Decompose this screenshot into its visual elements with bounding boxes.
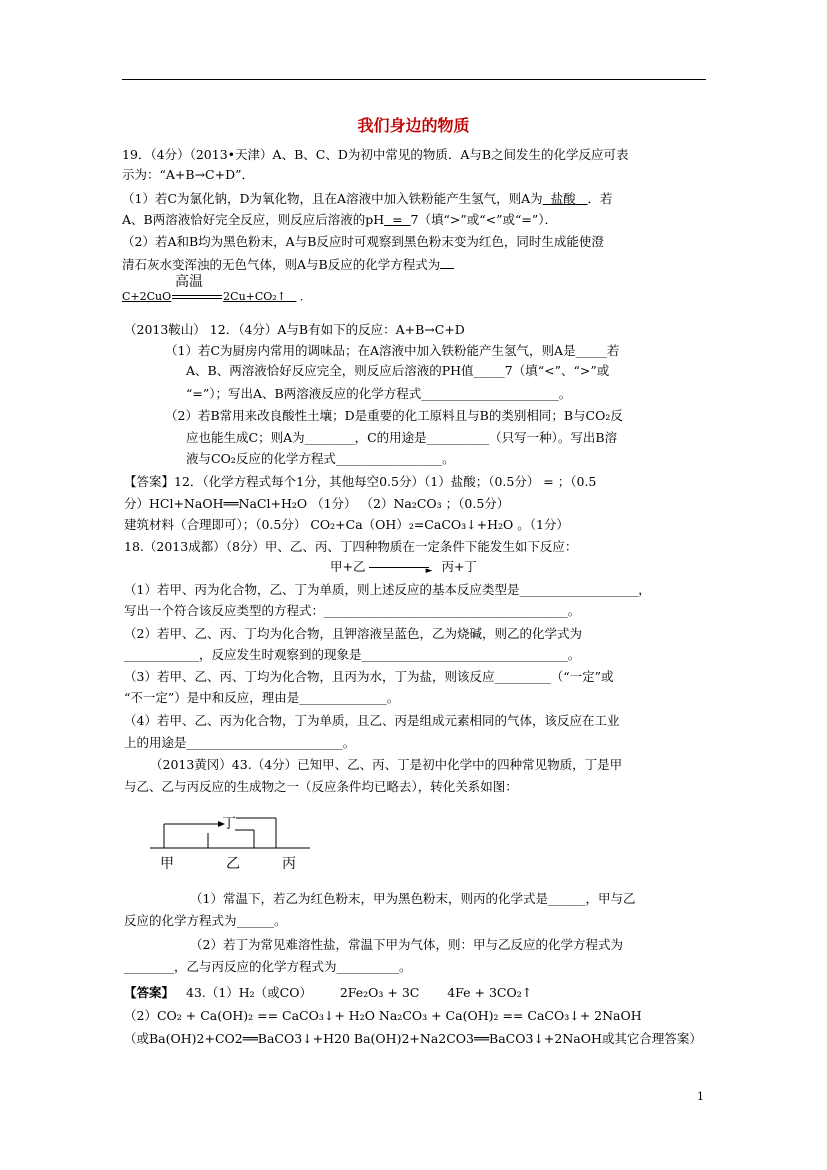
q18-line4: （2）若甲、乙、丙、丁均为化合物，且钾溶液呈蓝色，乙为烧碱，则乙的化学式为 bbox=[124, 626, 582, 641]
q18-line3: 写出一个符合该反应类型的方程式：_______________________________________。 bbox=[124, 603, 581, 618]
q19-eq-right: 2Cu+CO₂↑ bbox=[223, 290, 286, 303]
q18-line9: 上的用途是_________________________。 bbox=[124, 735, 356, 750]
q18-line8: （4）若甲、乙、丙为化合物，丁为单质，且乙、丙是组成元素相同的气体，该反应在工业 bbox=[124, 713, 620, 728]
node-jia: 甲 bbox=[160, 857, 174, 872]
hg-answer-c: 4Fe + 3CO₂↑ bbox=[447, 985, 533, 1000]
anshan-line5: （2）若B常用来改良酸性土壤；D是重要的化工原料且与B的类别相同；B与CO₂反 bbox=[165, 408, 623, 423]
q18-line1: 18.（2013成都）（8分）甲、乙、丙、丁四种物质在一定条件下能发生如下反应： bbox=[124, 539, 578, 554]
q19-line1: 19．（4分）（2013•天津）A、B、C、D为初中常见的物质．A与B之间发生的化学反应可表 bbox=[122, 147, 629, 162]
anshan-answer-line1: 【答案】12．（化学方程式每个1分，其他每空0.5分）（1）盐酸；（0.5分） = ；（0.5 bbox=[124, 474, 597, 489]
q18-eq-right: 丙+丁 bbox=[441, 559, 477, 574]
q18-line7: “不一定”）是中和反应，理由是______________。 bbox=[124, 690, 400, 705]
q19-line6 bbox=[122, 256, 454, 273]
hg-answer-line3: （或Ba(OH)2+CO2══BaCO3↓+H20 Ba(OH)2+Na2CO3══BaCO3↓+2NaOH或其它合理答案） bbox=[124, 1031, 702, 1046]
q19-answer-a: 盐酸 bbox=[550, 191, 576, 206]
anshan-line3: A、B、两溶液恰好反应完全，则反应后溶液的PH值_____7（填“<”、“>”或 bbox=[186, 363, 610, 378]
q18-line5: ____________，反应发生时观察到的现象是_________________________________。 bbox=[124, 647, 581, 662]
node-yi: 乙 bbox=[226, 857, 240, 872]
q19-reaction-condition: 高温 bbox=[175, 274, 203, 290]
node-bing: 丙 bbox=[282, 857, 296, 872]
q19-line4 bbox=[122, 212, 557, 228]
q18-arrow: ► bbox=[369, 567, 429, 568]
anshan-line4: “=”）；写出A、B两溶液反应的化学方程式______________________。 bbox=[186, 386, 572, 401]
q19-eq-sign bbox=[172, 295, 222, 299]
q18-eq-left: 甲+乙 bbox=[330, 559, 366, 574]
q19-ph-answer: = bbox=[392, 212, 403, 227]
q19-part1-text: （1）若C为氯化钠，D为氧化物，且在A溶液中加入铁粉能产生氢气，则A为 bbox=[122, 191, 543, 206]
q19-line3 bbox=[122, 191, 613, 207]
q19-part1-end: ．若 bbox=[587, 191, 613, 206]
anshan-answer-line2: 分）HCl+NaOH══NaCl+H₂O （1分） （2）Na₂CO₃ ；（0.5分） bbox=[124, 496, 510, 511]
header-rule bbox=[122, 79, 706, 80]
q18-line2: （1）若甲、丙为化合物，乙、丁为单质，则上述反应的基本反应类型是___________________， bbox=[124, 582, 651, 597]
page-title: 我们身边的物质 bbox=[357, 116, 470, 135]
transformation-diagram bbox=[150, 808, 310, 874]
q19-eq-left: C+2CuO bbox=[122, 290, 172, 303]
q18-line6: （3）若甲、乙、丙、丁均为化合物，且丙为水，丁为盐，则该反应_________（“一定”或 bbox=[124, 669, 614, 684]
anshan-line6: 应也能生成C；则A为________，C的用途是__________（只写一种）。写出B溶 bbox=[186, 430, 618, 445]
anshan-line1: （2013鞍山） 12．（4分）A与B有如下的反应：A+B→C+D bbox=[124, 322, 465, 337]
anshan-line7: 液与CO₂反应的化学方程式_________________。 bbox=[186, 451, 455, 466]
hg-line2: 与乙、乙与丙反应的生成物之一（反应条件均已略去），转化关系如图： bbox=[124, 779, 518, 794]
node-ding: 丁 bbox=[222, 817, 236, 832]
q19-part2-text: 清石灰水变浑浊的无色气体，则A与B反应的化学方程式为 bbox=[122, 257, 441, 272]
q19-ph-end: 7（填“>”或“<”或“=”）． bbox=[410, 212, 557, 227]
hg-answer-label: 【答案】 bbox=[124, 985, 175, 1000]
q19-blank bbox=[440, 256, 454, 269]
hg-line6: ________，乙与丙反应的化学方程式为__________。 bbox=[124, 959, 412, 974]
hg-line3: （1）常温下，若乙为红色粉末，甲为黑色粉末，则丙的化学式是______，甲与乙 bbox=[190, 891, 636, 906]
q18-equation bbox=[330, 559, 477, 575]
q19-ph-text: A、B两溶液恰好完全反应，则反应后溶液的pH bbox=[122, 212, 385, 227]
q19-equation bbox=[122, 289, 311, 305]
hg-line4: 反应的化学方程式为______。 bbox=[124, 913, 287, 928]
q19-line5: （2）若A和B均为黑色粉末，A与B反应时可观察到黑色粉末变为红色，同时生成能使澄 bbox=[122, 234, 604, 249]
q19-eq-end: ． bbox=[299, 290, 311, 303]
hg-line5: （2）若丁为常见难溶性盐，常温下甲为气体，则：甲与乙反应的化学方程式为 bbox=[190, 937, 623, 952]
hg-answer-line1 bbox=[124, 985, 532, 1001]
hg-answer-b: 2Fe₂O₃ + 3C bbox=[339, 985, 420, 1000]
hg-answer-line2: （2）CO₂ + Ca(OH)₂ == CaCO₃↓+ H₂O Na₂CO₃ + Ca(OH)₂ == CaCO₃↓+ 2NaOH bbox=[124, 1008, 642, 1023]
hg-line1: （2013黄冈）43.（4分）已知甲、乙、丙、丁是初中化学中的四种常见物质，丁是甲 bbox=[150, 757, 623, 772]
hg-answer-a: 43.（1）H₂（或CO） bbox=[185, 985, 312, 1000]
q19-line2: 示为：“A+B→C+D”． bbox=[122, 167, 255, 182]
anshan-line2: （1）若C为厨房内常用的调味品；在A溶液中加入铁粉能产生氢气，则A是_____若 bbox=[165, 343, 620, 358]
page-number: 1 bbox=[697, 1090, 704, 1103]
anshan-answer-line3: 建筑材料（合理即可）；（0.5分） CO₂+Ca（OH）₂=CaCO₃↓+H₂O 。（1分） bbox=[124, 517, 569, 532]
